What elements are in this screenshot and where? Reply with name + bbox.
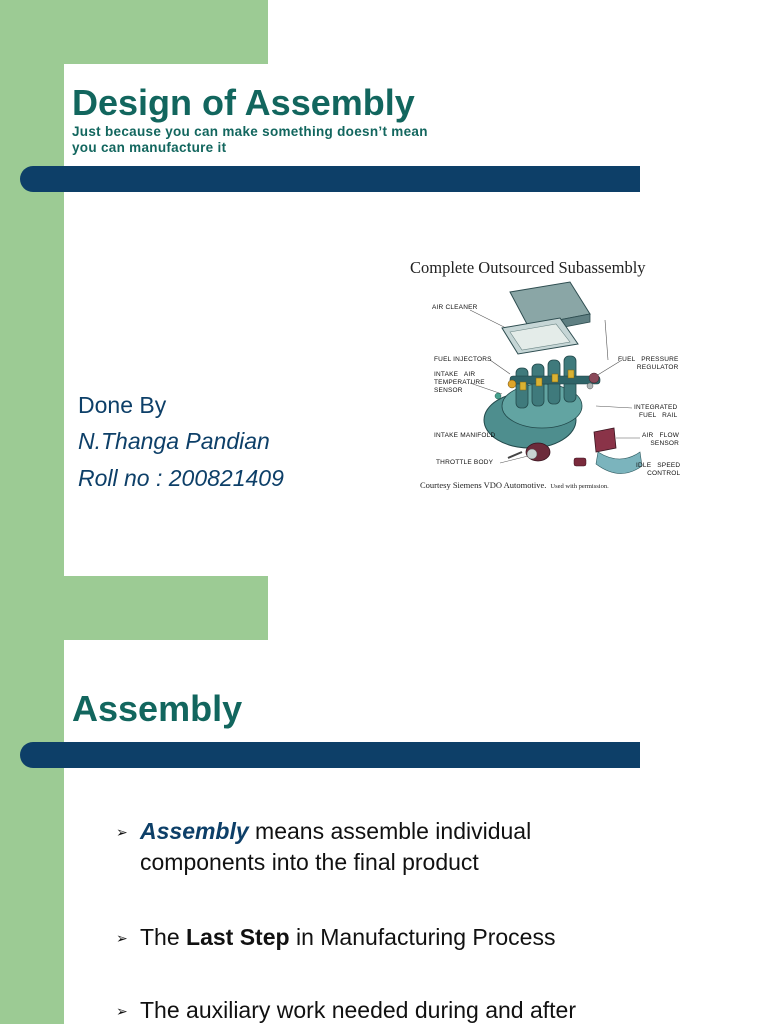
label-intake-air-temp-sensor: INTAKE AIR TEMPERATURE SENSOR bbox=[434, 371, 485, 394]
green-top-band bbox=[0, 0, 268, 64]
green-side-band bbox=[0, 576, 64, 1024]
bullet-keyword: Last Step bbox=[186, 924, 290, 950]
green-top-band bbox=[0, 576, 268, 640]
done-by-label: Done By bbox=[78, 392, 167, 418]
credit-note: Used with permission. bbox=[550, 483, 609, 490]
diagram-title: Complete Outsourced Subassembly bbox=[410, 258, 646, 277]
bullet-arrow-icon: ➢ bbox=[116, 1003, 128, 1019]
label-throttle-body: THROTTLE BODY bbox=[436, 459, 494, 466]
bullet-rest-line2: components into the final product bbox=[140, 849, 479, 875]
bullet-arrow-icon: ➢ bbox=[116, 824, 128, 840]
roll-number: Roll no : 200821409 bbox=[78, 465, 284, 491]
bullet-text bbox=[140, 816, 676, 878]
bullet-arrow-icon: ➢ bbox=[116, 930, 128, 946]
bullet-pre: The bbox=[140, 924, 187, 950]
label-integrated-fuel-rail: INTEGRATED FUEL RAIL bbox=[634, 404, 678, 419]
slide-subtitle: Just because you can make something doesn’t mean you can manufacture it bbox=[72, 124, 428, 155]
slide-title: Assembly bbox=[72, 688, 243, 729]
label-intake-manifold: INTAKE MANIFOLD bbox=[434, 432, 496, 439]
title-divider-bar bbox=[20, 742, 640, 768]
label-fuel-pressure-regulator: FUEL PRESSURE REGULATOR bbox=[618, 356, 679, 371]
bullet-keyword: Assembly bbox=[140, 818, 249, 844]
slide-2 bbox=[0, 576, 768, 1024]
bullet-rest-line1: means assemble individual bbox=[248, 818, 532, 844]
bullet-auxiliary-work bbox=[116, 995, 676, 1024]
green-side-band bbox=[0, 0, 64, 576]
bullet-last-step bbox=[116, 922, 676, 953]
diagram-credit bbox=[420, 480, 609, 490]
title-divider-bar bbox=[20, 166, 640, 192]
slide-title: Design of Assembly bbox=[72, 82, 415, 123]
label-idle-speed-control: IDLE SPEED CONTROL bbox=[636, 462, 681, 477]
bullet-assembly-definition bbox=[116, 816, 676, 878]
subassembly-diagram bbox=[410, 256, 710, 496]
credit-text: Courtesy Siemens VDO Automotive. bbox=[420, 480, 547, 490]
label-air-cleaner: AIR CLEANER bbox=[432, 304, 478, 311]
bullet-text: The auxiliary work needed during and after bbox=[140, 997, 576, 1023]
label-air-flow-sensor: AIR FLOW SENSOR bbox=[642, 432, 680, 447]
bullet-post: in Manufacturing Process bbox=[289, 924, 556, 950]
bullet-text bbox=[140, 922, 676, 953]
author-name: N.Thanga Pandian bbox=[78, 428, 270, 454]
label-fuel-injectors: FUEL INJECTORS bbox=[434, 356, 492, 363]
